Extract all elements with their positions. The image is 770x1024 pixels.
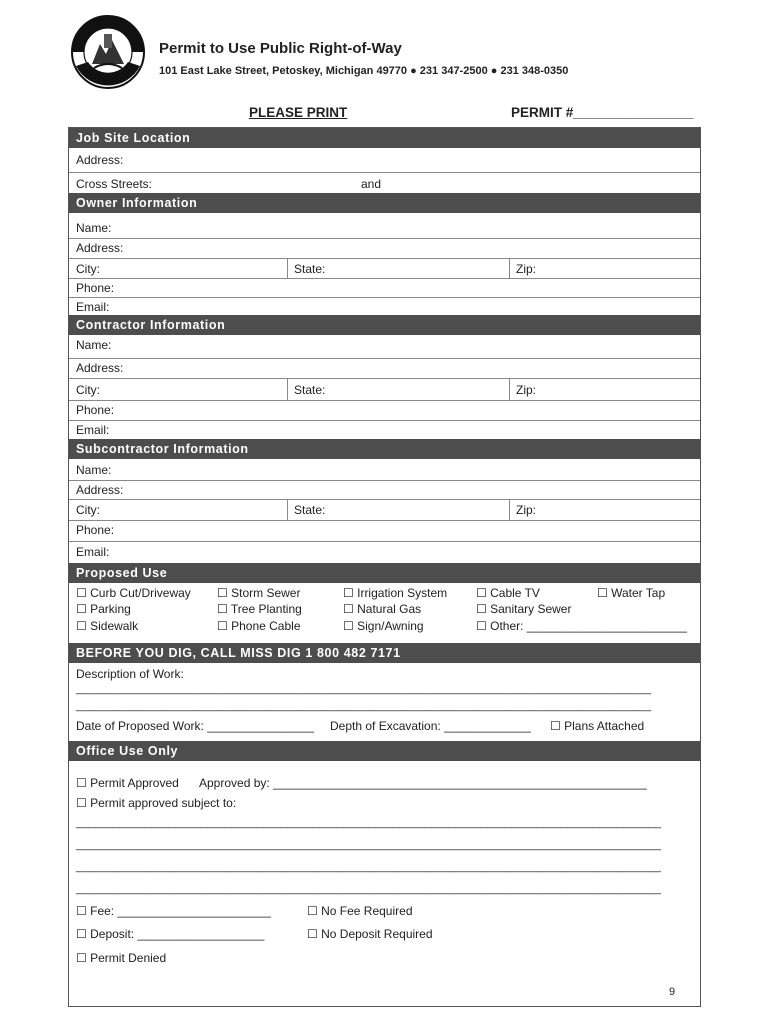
checkbox-icon[interactable]: ☐	[76, 602, 87, 616]
contractor-phone-label[interactable]: Phone:	[76, 403, 115, 417]
permit-form	[68, 127, 701, 1007]
contractor-address-label[interactable]: Address:	[76, 361, 124, 375]
city-seal-logo	[70, 14, 146, 90]
no-fee-option[interactable]: ☐ No Fee Required	[307, 904, 413, 918]
owner-email-label[interactable]: Email:	[76, 300, 110, 314]
contractor-name-label[interactable]: Name:	[76, 338, 112, 352]
owner-state-label[interactable]: State:	[294, 262, 326, 276]
checkbox-icon[interactable]: ☐	[217, 619, 228, 633]
divider	[509, 378, 510, 400]
storm-sewer-option[interactable]: ☐ Storm Sewer	[217, 586, 301, 600]
subcontractor-phone-label[interactable]: Phone:	[76, 523, 115, 537]
conditions-line[interactable]: ______________________________________________________________________________________________	[76, 861, 661, 873]
conditions-line[interactable]: ______________________________________________________________________________________________	[76, 883, 661, 895]
divider	[69, 258, 700, 259]
checkbox-icon[interactable]: ☐	[76, 927, 87, 941]
owner-address-label[interactable]: Address:	[76, 241, 124, 255]
divider	[509, 258, 510, 278]
owner-name-label[interactable]: Name:	[76, 221, 112, 235]
divider	[69, 520, 700, 521]
owner-city-label[interactable]: City:	[76, 262, 100, 276]
checkbox-icon[interactable]: ☐	[476, 602, 487, 616]
divider	[69, 499, 700, 500]
checkbox-icon[interactable]: ☐	[76, 951, 87, 965]
checkbox-icon[interactable]: ☐	[343, 586, 354, 600]
subcontractor-city-label[interactable]: City:	[76, 503, 100, 517]
divider	[287, 378, 288, 400]
office-use-heading: Office Use Only	[69, 741, 700, 761]
divider	[69, 172, 700, 173]
conditions-line[interactable]: ______________________________________________________________________________________________	[76, 839, 661, 851]
checkbox-icon[interactable]: ☐	[550, 719, 561, 733]
approved-by-field[interactable]: Approved by: ________________________________________________________	[199, 776, 647, 790]
checkbox-icon[interactable]: ☐	[76, 776, 87, 790]
subcontractor-address-label[interactable]: Address:	[76, 483, 124, 497]
checkbox-icon[interactable]: ☐	[476, 586, 487, 600]
page-number: 9	[669, 986, 676, 998]
job-site-address-label[interactable]: Address:	[76, 153, 124, 167]
checkbox-icon[interactable]: ☐	[76, 904, 87, 918]
sanitary-sewer-option[interactable]: ☐ Sanitary Sewer	[476, 602, 572, 616]
please-print-label: PLEASE PRINT	[249, 105, 348, 120]
contractor-email-label[interactable]: Email:	[76, 423, 110, 437]
divider	[69, 480, 700, 481]
other-option[interactable]: ☐ Other: ________________________	[476, 619, 687, 633]
job-site-heading: Job Site Location	[69, 128, 700, 148]
divider	[69, 297, 700, 298]
phone-cable-option[interactable]: ☐ Phone Cable	[217, 619, 301, 633]
natural-gas-option[interactable]: ☐ Natural Gas	[343, 602, 422, 616]
miss-dig-heading: BEFORE YOU DIG, CALL MISS DIG 1 800 482 7171	[69, 643, 700, 663]
permit-denied-option[interactable]: ☐ Permit Denied	[76, 951, 167, 965]
irrigation-option[interactable]: ☐ Irrigation System	[343, 586, 448, 600]
divider	[69, 400, 700, 401]
divider	[69, 358, 700, 359]
subcontractor-name-label[interactable]: Name:	[76, 463, 112, 477]
permit-approved-option[interactable]: ☐ Permit Approved	[76, 776, 179, 790]
sidewalk-option[interactable]: ☐ Sidewalk	[76, 619, 139, 633]
checkbox-icon[interactable]: ☐	[307, 927, 318, 941]
checkbox-icon[interactable]: ☐	[217, 586, 228, 600]
description-line[interactable]: ______________________________________________________________________________________________	[76, 700, 652, 712]
checkbox-icon[interactable]: ☐	[597, 586, 608, 600]
form-title: Permit to Use Public Right-of-Way	[159, 40, 402, 57]
description-of-work-label[interactable]: Description of Work:	[76, 667, 184, 681]
water-tap-option[interactable]: ☐ Water Tap	[597, 586, 666, 600]
approved-subject-option[interactable]: ☐ Permit approved subject to:	[76, 796, 237, 810]
cross-streets-label[interactable]: Cross Streets:	[76, 177, 153, 191]
subcontractor-heading: Subcontractor Information	[69, 439, 700, 459]
divider	[287, 258, 288, 278]
divider	[69, 541, 700, 542]
divider	[69, 278, 700, 279]
checkbox-icon[interactable]: ☐	[343, 602, 354, 616]
city-contact-line: 101 East Lake Street, Petoskey, Michigan 49770 ● 231 347-2500 ● 231 348-0350	[159, 65, 569, 77]
plans-attached-option[interactable]: ☐ Plans Attached	[550, 719, 645, 733]
owner-zip-label[interactable]: Zip:	[516, 262, 537, 276]
subcontractor-zip-label[interactable]: Zip:	[516, 503, 537, 517]
checkbox-icon[interactable]: ☐	[76, 586, 87, 600]
fee-option[interactable]: ☐ Fee: _______________________	[76, 904, 271, 918]
permit-number-field[interactable]: PERMIT #________________	[511, 105, 694, 120]
owner-phone-label[interactable]: Phone:	[76, 281, 115, 295]
checkbox-icon[interactable]: ☐	[76, 796, 87, 810]
subcontractor-state-label[interactable]: State:	[294, 503, 326, 517]
sign-awning-option[interactable]: ☐ Sign/Awning	[343, 619, 424, 633]
divider	[69, 238, 700, 239]
owner-heading: Owner Information	[69, 193, 700, 213]
checkbox-icon[interactable]: ☐	[307, 904, 318, 918]
parking-option[interactable]: ☐ Parking	[76, 602, 131, 616]
cable-tv-option[interactable]: ☐ Cable TV	[476, 586, 540, 600]
divider	[69, 420, 700, 421]
checkbox-icon[interactable]: ☐	[217, 602, 228, 616]
description-line[interactable]: ______________________________________________________________________________________________	[76, 683, 652, 695]
contractor-zip-label[interactable]: Zip:	[516, 383, 537, 397]
checkbox-icon[interactable]: ☐	[343, 619, 354, 633]
divider	[509, 499, 510, 520]
contractor-city-label[interactable]: City:	[76, 383, 100, 397]
tree-planting-option[interactable]: ☐ Tree Planting	[217, 602, 302, 616]
deposit-option[interactable]: ☐ Deposit: ___________________	[76, 927, 265, 941]
checkbox-icon[interactable]: ☐	[476, 619, 487, 633]
checkbox-icon[interactable]: ☐	[76, 619, 87, 633]
contractor-heading: Contractor Information	[69, 315, 700, 335]
subcontractor-email-label[interactable]: Email:	[76, 545, 110, 559]
divider	[287, 499, 288, 520]
no-deposit-option[interactable]: ☐ No Deposit Required	[307, 927, 433, 941]
conditions-line[interactable]: ______________________________________________________________________________________________	[76, 817, 661, 829]
excavation-depth-field[interactable]: Depth of Excavation: _____________	[330, 719, 531, 733]
proposed-date-field[interactable]: Date of Proposed Work: ________________	[76, 719, 314, 733]
proposed-use-heading: Proposed Use	[69, 563, 700, 583]
curb-cut-option[interactable]: ☐ Curb Cut/Driveway	[76, 586, 191, 600]
divider	[69, 378, 700, 379]
cross-streets-and-label: and	[361, 177, 382, 191]
contractor-state-label[interactable]: State:	[294, 383, 326, 397]
